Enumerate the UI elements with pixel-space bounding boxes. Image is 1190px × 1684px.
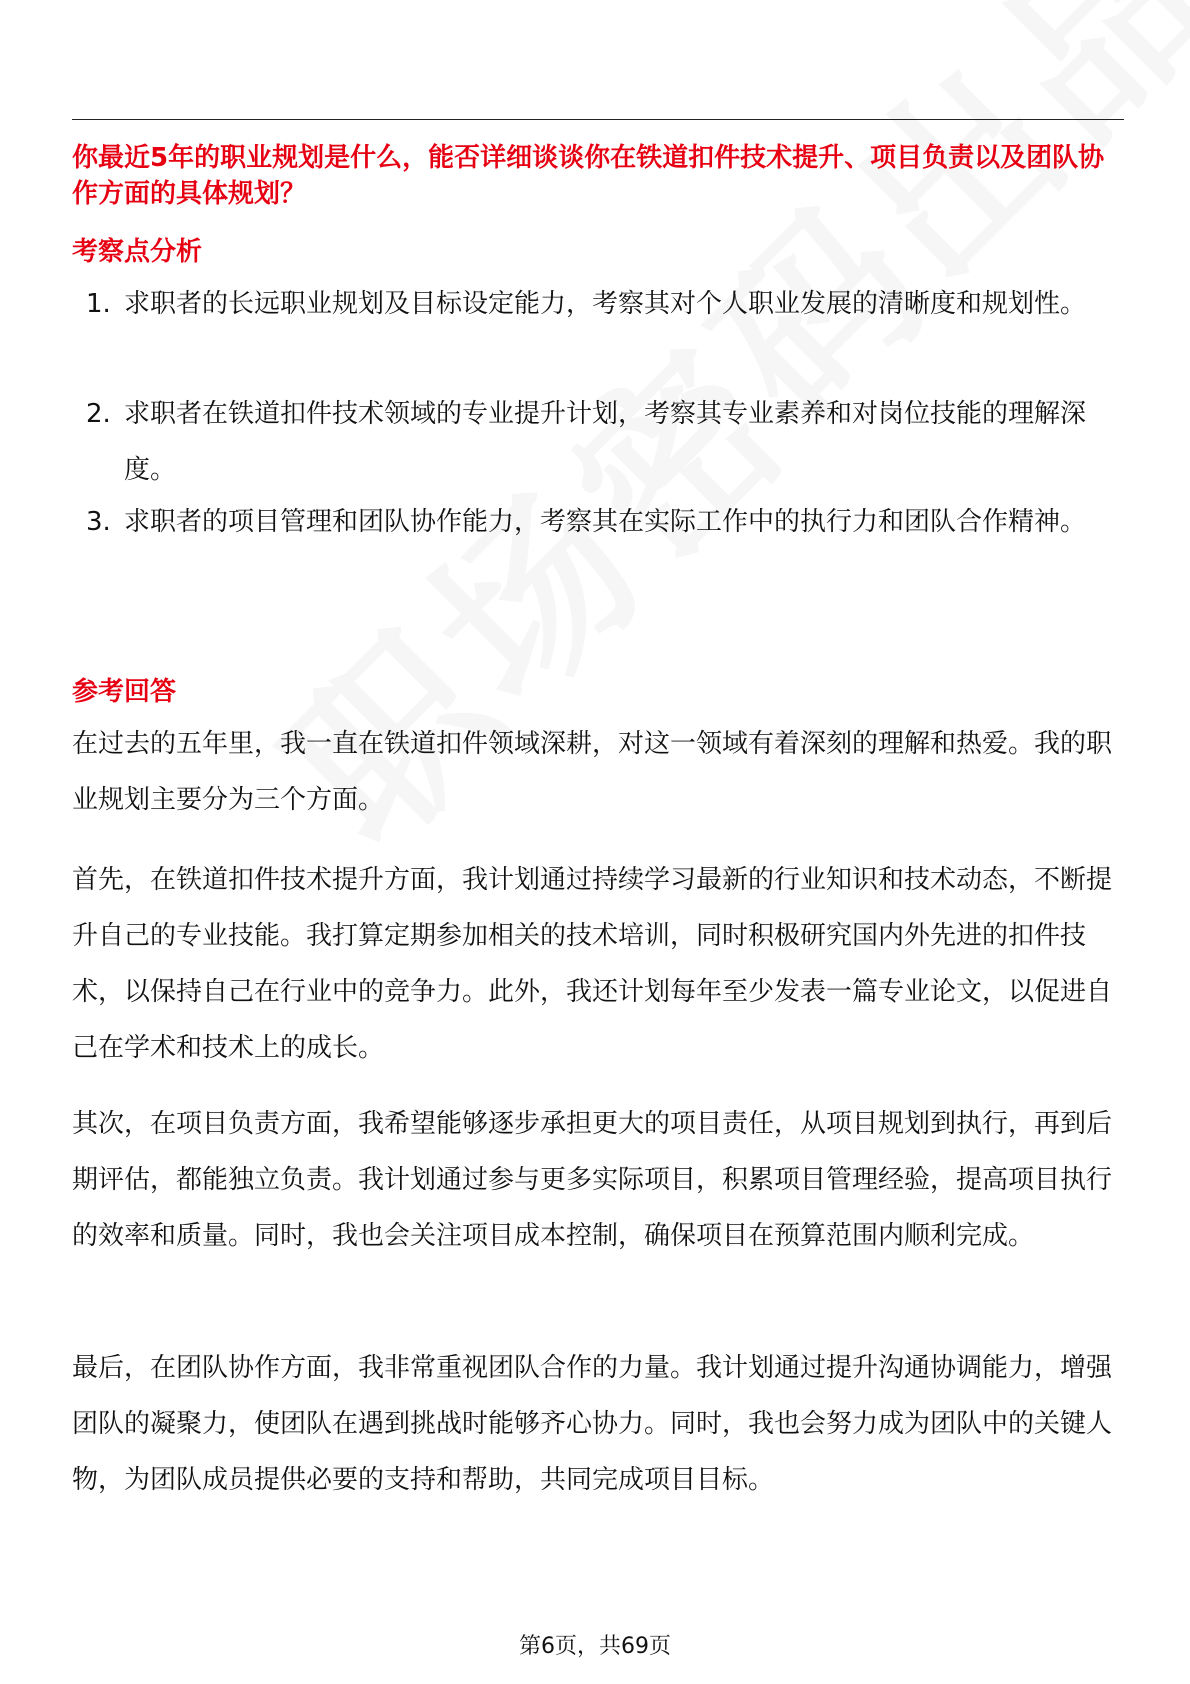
list-item-number: 2. <box>86 399 111 429</box>
analysis-section-title: 考察点分析 <box>72 237 203 267</box>
top-divider <box>72 119 1124 120</box>
answer-paragraph: 首先，在铁道扣件技术提升方面，我计划通过持续学习最新的行业知识和技术动态，不断提升自己的专业技能。我打算定期参加相关的技术培训，同时积极研究国内外先进的扣件技术，以保持自己在行业中的竞争力。此外，我还计划每年至少发表一篇专业论文，以促进自己在学术和技术上的成长。 <box>72 865 1113 1063</box>
answer-paragraph: 其次，在项目负责方面，我希望能够逐步承担更大的项目责任，从项目规划到执行，再到后期评估，都能独立负责。我计划通过参与更多实际项目，积累项目管理经验，提高项目执行的效率和质量。同时，我也会关注项目成本控制，确保项目在预算范围内顺利完成。 <box>72 1109 1113 1251</box>
list-item-number: 1. <box>86 289 111 319</box>
answer-section-title: 参考回答 <box>72 677 177 707</box>
answer-paragraph: 在过去的五年里，我一直在铁道扣件领域深耕，对这一领域有着深刻的理解和热爱。我的职业规划主要分为三个方面。 <box>72 729 1113 815</box>
page-number: 第6页，共69页 <box>519 1634 671 1659</box>
list-item <box>86 276 1120 332</box>
answer-paragraph: 最后，在团队协作方面，我非常重视团队合作的力量。我计划通过提升沟通协调能力，增强团队的凝聚力，使团队在遇到挑战时能够齐心协力。同时，我也会努力成为团队中的关键人物，为团队成员提供必要的支持和帮助，共同完成项目目标。 <box>72 1353 1113 1495</box>
list-item <box>86 386 1120 498</box>
list-item <box>86 494 1120 550</box>
list-item-text: 求职者的项目管理和团队协作能力，考察其在实际工作中的执行力和团队合作精神。 <box>124 507 1087 537</box>
list-item-text: 求职者在铁道扣件技术领域的专业提升计划，考察其专业素养和对岗位技能的理解深度。 <box>124 399 1087 485</box>
question-heading: 你最近5年的职业规划是什么，能否详细谈谈你在铁道扣件技术提升、项目负责以及团队协作方面的具体规划？ <box>72 143 1105 209</box>
list-item-text: 求职者的长远职业规划及目标设定能力，考察其对个人职业发展的清晰度和规划性。 <box>124 289 1087 319</box>
list-item-number: 3. <box>86 507 111 537</box>
